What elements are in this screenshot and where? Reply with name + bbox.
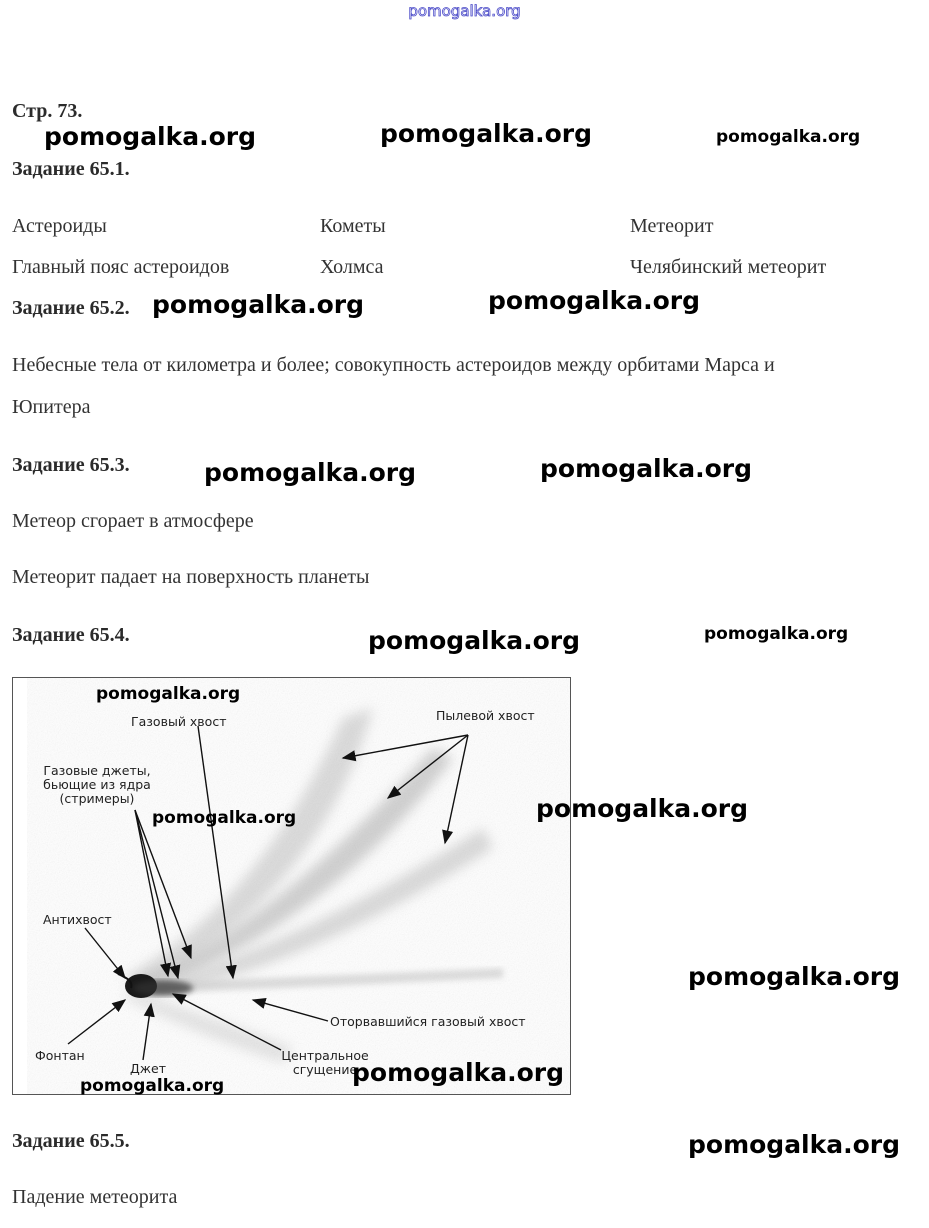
- task-65-3-text: Метеор сгорает в атмосфере: [12, 510, 254, 532]
- task-65-3-text: Метеорит падает на поверхность планеты: [12, 566, 370, 588]
- watermark: pomogalka.org: [536, 794, 749, 823]
- label-jet: Джет: [130, 1061, 166, 1076]
- label-antitail: Антихвост: [43, 912, 112, 927]
- label-gas-jets-line: (стримеры): [59, 791, 135, 806]
- task-65-1-cell: Астероиды: [12, 215, 107, 237]
- task-65-1-cell: Челябинский метеорит: [630, 256, 827, 278]
- task-65-5-heading: Задание 65.5.: [12, 1130, 130, 1152]
- watermark: pomogalka.org: [152, 808, 297, 828]
- central-condensation: [133, 980, 193, 996]
- top-watermark-link[interactable]: pomogalka.org: [408, 2, 521, 20]
- watermark: pomogalka.org: [352, 1058, 565, 1087]
- watermark: pomogalka.org: [688, 1130, 901, 1159]
- task-65-1-cell: Холмса: [320, 256, 384, 278]
- comet-illustration: [13, 678, 570, 1094]
- task-65-1-cell: Метеорит: [630, 215, 714, 237]
- label-gas-jets-line: Газовые джеты,: [43, 763, 151, 778]
- label-gas-jets-line: бьющие из ядра: [43, 777, 151, 792]
- task-65-1-cell: Кометы: [320, 215, 386, 237]
- watermark: pomogalka.org: [488, 286, 701, 315]
- watermark: pomogalka.org: [44, 122, 257, 151]
- label-dust-tail: Пылевой хвост: [436, 708, 535, 723]
- label-central-line: сгущение: [292, 1062, 358, 1077]
- label-gas-jets: [37, 764, 157, 806]
- watermark: pomogalka.org: [704, 624, 849, 644]
- task-65-4-heading: Задание 65.4.: [12, 624, 130, 646]
- task-65-2-heading: Задание 65.2.: [12, 297, 130, 319]
- watermark: pomogalka.org: [716, 127, 861, 147]
- watermark: pomogalka.org: [80, 1076, 225, 1096]
- watermark: pomogalka.org: [204, 458, 417, 487]
- task-65-3-heading: Задание 65.3.: [12, 454, 130, 476]
- label-central-line: Центральное: [281, 1048, 369, 1063]
- watermark: pomogalka.org: [368, 626, 581, 655]
- watermark: pomogalka.org: [152, 290, 365, 319]
- task-65-1-cell: Главный пояс астероидов: [12, 256, 230, 278]
- label-detached-gas-tail: Оторвавшийся газовый хвост: [330, 1014, 526, 1029]
- watermark: pomogalka.org: [540, 454, 753, 483]
- watermark: pomogalka.org: [96, 684, 241, 704]
- comet-diagram: [12, 677, 571, 1095]
- label-gas-tail: Газовый хвост: [131, 714, 227, 729]
- watermark: pomogalka.org: [380, 119, 593, 148]
- watermark: pomogalka.org: [688, 962, 901, 991]
- task-65-5-text: Падение метеорита: [12, 1186, 178, 1208]
- task-65-2-text: Юпитера: [12, 396, 91, 418]
- page-reference: Стр. 73.: [12, 100, 83, 122]
- label-fountain: Фонтан: [35, 1048, 85, 1063]
- task-65-1-heading: Задание 65.1.: [12, 158, 130, 180]
- task-65-2-text: Небесные тела от километра и более; совокупность астероидов между орбитами Марса и: [12, 354, 775, 376]
